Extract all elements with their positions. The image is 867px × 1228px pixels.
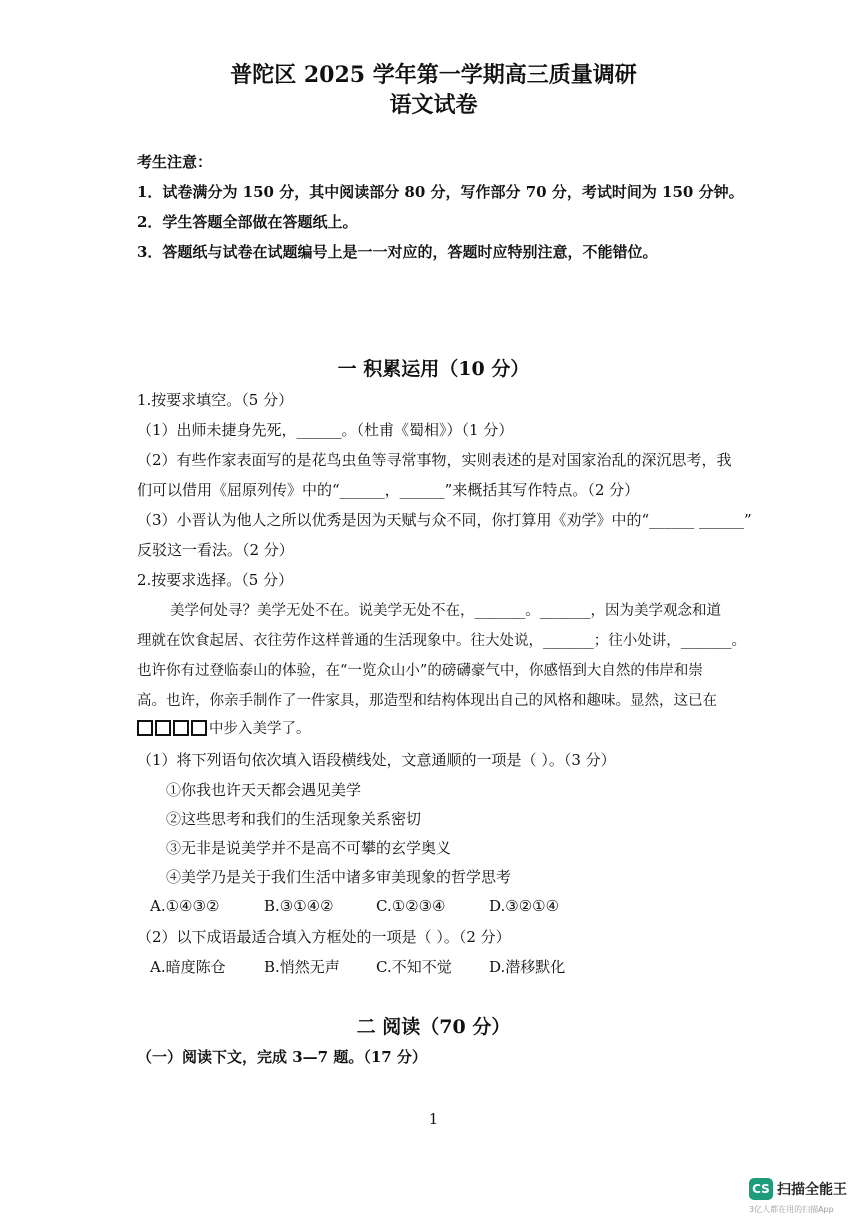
notice-heading: 考生注意： [137,153,213,171]
watermark-tagline: 3亿人都在用的扫描App [749,1205,834,1214]
q2-sub2-option-a: A.暗度陈仓 [150,958,226,976]
q2-sub2-option-c: C.不知不觉 [376,958,452,976]
answer-boxes [137,720,209,740]
q1-sub3-line2: 反驳这一看法。（2 分） [137,541,294,559]
passage-line-5 [137,717,311,740]
passage-line-1: 美学何处寻？美学无处不在。说美学无处不在，_______。_______，因为美学观念和道 [170,603,721,619]
notice-item-1: 1．试卷满分为 150 分，其中阅读部分 80 分，写作部分 70 分，考试时间为 150 分钟。 [137,183,744,201]
notice-item-2: 2．学生答题全部做在答题纸上。 [137,213,358,231]
watermark-name: 扫描全能王 [777,1182,847,1198]
section-1-heading: 一 积累运用（10 分） [337,358,530,380]
reading-part-1: （一）阅读下文，完成 3—7 题。（17 分） [137,1048,427,1066]
sentence-3: ③无非是说美学并不是高不可攀的玄学奥义 [166,839,452,857]
q2-sub2-option-d: D.潜移默化 [489,958,566,976]
exam-subtitle: 语文试卷 [389,92,478,118]
answer-box [155,720,171,736]
answer-box [191,720,207,736]
q2-sub1-stem: （1）将下列语句依次填入语段横线处，文意通顺的一项是（ ）。（3 分） [137,751,616,769]
scanner-watermark [749,1176,845,1218]
q2-sub2-stem: （2）以下成语最适合填入方框处的一项是（ ）。（2 分） [137,928,511,946]
q2-stem: 2.按要求选择。（5 分） [137,571,294,589]
passage-line-3: 也许你有过登临泰山的体验，在“一览众山小”的磅礴豪气中，你感悟到大自然的伟岸和崇 [137,663,703,679]
answer-box [137,720,153,736]
q1-stem: 1.按要求填空。（5 分） [137,391,294,409]
passage-line-4: 高。也许，你亲手制作了一件家具，那造型和结构体现出自己的风格和趣味。显然，这已在 [137,693,717,709]
q2-sub1-option-d: D.③②①④ [489,897,560,915]
q1-sub2-line1: （2）有些作家表面写的是花鸟虫鱼等寻常事物，实则表述的是对国家治乱的深沉思考，我 [137,451,732,469]
q1-sub3-line1: （3）小晋认为他人之所以优秀是因为天赋与众不同，你打算用《劝学》中的“______ ______” [137,511,752,529]
notice-item-3: 3．答题纸与试卷在试题编号上是一一对应的，答题时应特别注意，不能错位。 [137,243,658,261]
sentence-4: ④美学乃是关于我们生活中诸多审美现象的哲学思考 [166,868,512,886]
q2-sub2-option-b: B.悄然无声 [264,958,340,976]
sentence-1: ①你我也许天天都会遇见美学 [166,781,362,799]
page-number: 1 [428,1112,439,1128]
q2-sub1-option-a: A.①④③② [150,897,220,915]
q1-sub1: （1）出师未捷身先死，______。（杜甫《蜀相》）（1 分） [137,421,514,439]
answer-box [173,720,189,736]
passage-line-5-tail: 中步入美学了。 [209,721,311,737]
passage-line-2: 理就在饮食起居、衣往劳作这样普通的生活现象中。往大处说，_______；往小处讲，_______。 [137,633,746,649]
q1-sub2-line2: 们可以借用《屈原列传》中的“______，______”来概括其写作特点。（2 分） [137,481,640,499]
section-2-heading: 二 阅读（70 分） [356,1016,511,1038]
exam-title: 普陀区 2025 学年第一学期高三质量调研 [230,62,637,88]
q2-sub1-option-c: C.①②③④ [376,897,446,915]
sentence-2: ②这些思考和我们的生活现象关系密切 [166,810,422,828]
q2-sub1-option-b: B.③①④② [264,897,334,915]
cs-logo-icon: CS [749,1178,773,1200]
